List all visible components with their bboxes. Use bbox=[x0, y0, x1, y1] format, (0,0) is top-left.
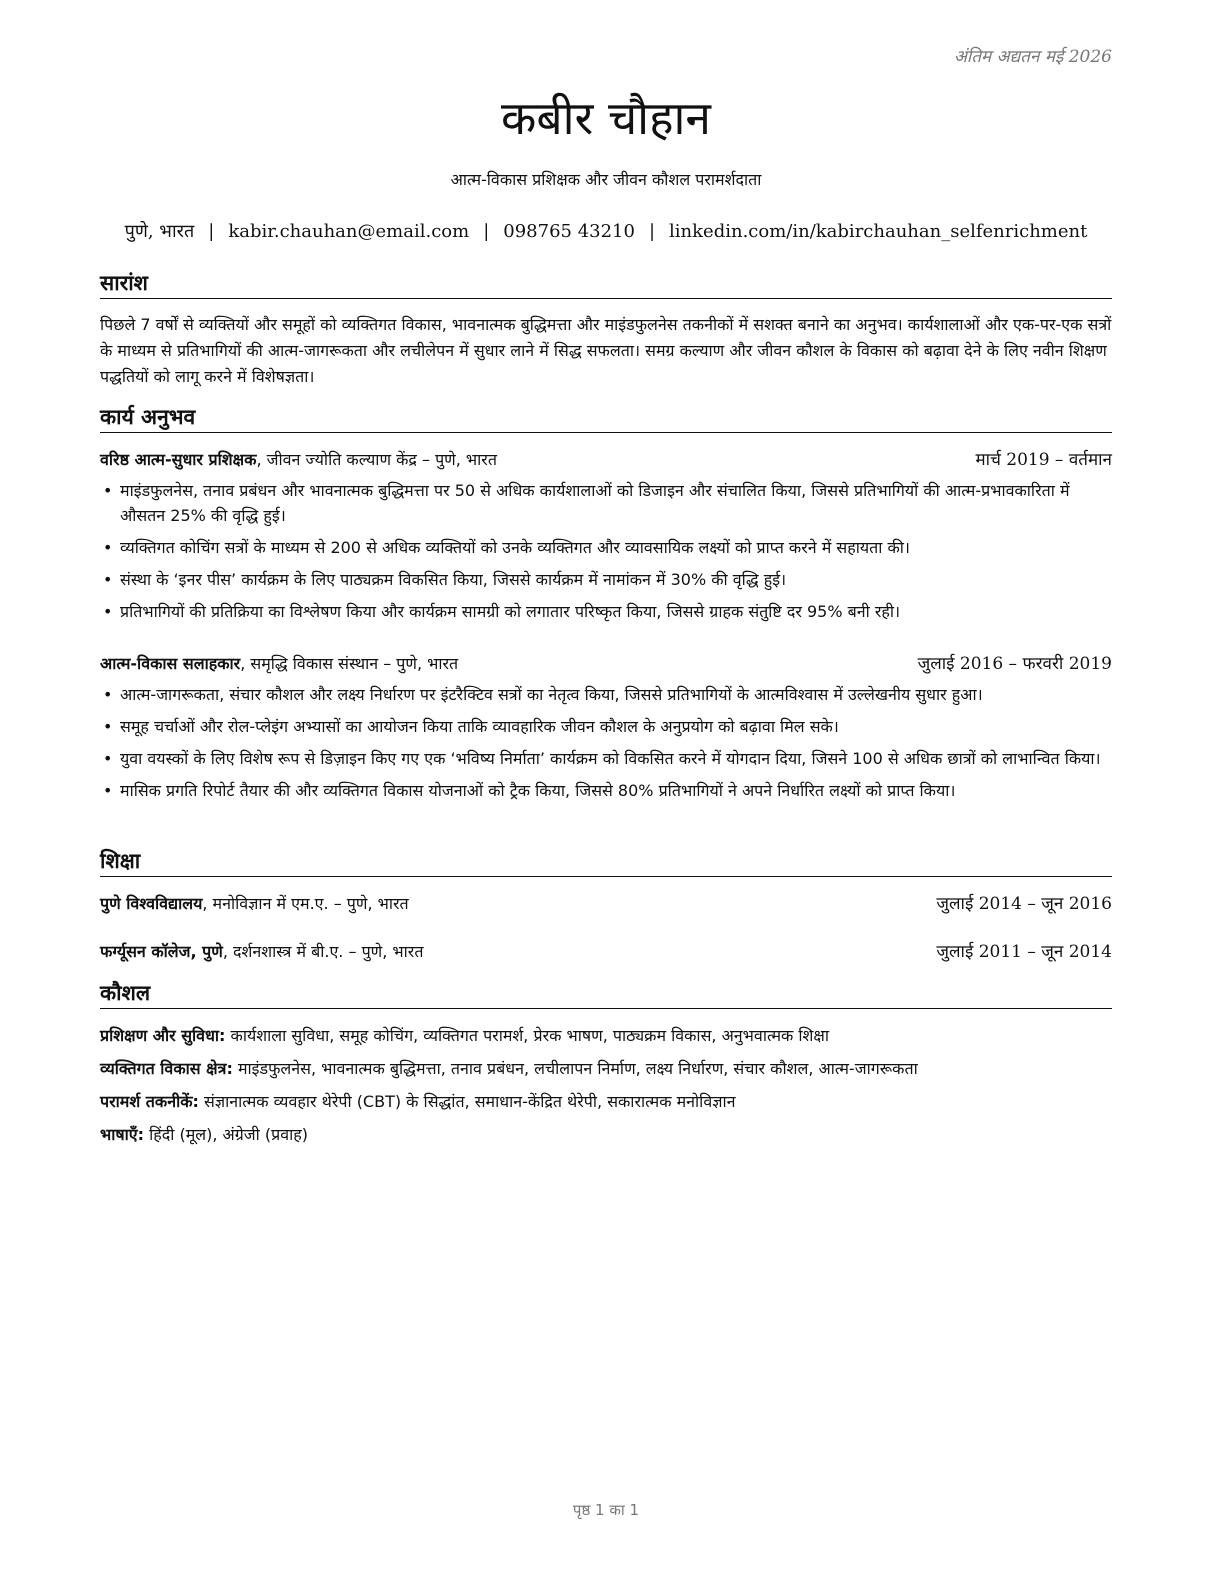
job-org: , समृद्धि विकास संस्थान – पुणे, भारत bbox=[240, 654, 459, 673]
job-bullets bbox=[100, 478, 1112, 631]
skill-label: परामर्श तकनीकें: bbox=[100, 1092, 199, 1111]
bullet-item: • युवा वयस्कों के लिए विशेष रूप से डिज़ाइन किए गए एक ‘भविष्य निर्माता’ कार्यक्रम को विकसित करने में योगदान दिया, जिसने 100 से अधिक छात्रों को लाभान्वित किया। bbox=[100, 746, 1112, 771]
email: kabir.chauhan@email.com bbox=[228, 221, 470, 242]
bullet-item: • व्यक्तिगत कोचिंग सत्रों के माध्यम से 200 से अधिक व्यक्तियों को उनके व्यक्तिगत और व्यावसायिक लक्ष्यों को प्राप्त करने में सहायता की। bbox=[100, 535, 1112, 560]
last-updated: अंतिम अद्यतन मई 2026 bbox=[953, 47, 1112, 67]
summary-heading: सारांश bbox=[100, 270, 1112, 299]
skill-row bbox=[100, 1057, 1112, 1081]
school-name: पुणे विश्वविद्यालय bbox=[100, 894, 203, 913]
education-dates: जुलाई 2011 – जून 2014 bbox=[936, 942, 1112, 962]
job-dates: मार्च 2019 – वर्तमान bbox=[975, 450, 1112, 470]
education-dates: जुलाई 2014 – जून 2016 bbox=[936, 894, 1112, 914]
linkedin: linkedin.com/in/kabirchauhan_selfenrichment bbox=[669, 221, 1088, 242]
bullet-item: • संस्था के ‘इनर पीस’ कार्यक्रम के लिए पाठ्यक्रम विकसित किया, जिससे कार्यक्रम में नामांकन में 30% की वृद्धि हुई। bbox=[100, 567, 1112, 592]
skill-row bbox=[100, 1123, 1112, 1147]
skill-label: भाषाएँ: bbox=[100, 1125, 145, 1144]
resume-page bbox=[100, 0, 1112, 1584]
job-title: वरिष्ठ आत्म-सुधार प्रशिक्षक bbox=[100, 450, 257, 469]
summary-text: पिछले 7 वर्षों से व्यक्तियों और समूहों को व्यक्तिगत विकास, भावनात्मक बुद्धिमत्ता और माइंडफुलनेस तकनीकों में सशक्त बनाने का अनुभव। कार्यशालाओं और एक-पर-एक सत्रों के माध्यम से प्रतिभागियों की आत्म-जागरूकता और लचीलेपन में सुधार लाने में सिद्ध सफलता। समग्र कल्याण और जीवन कौशल के विकास को बढ़ावा देने के लिए नवीन शिक्षण पद्धतियों को लागू करने में विशेषज्ञता। bbox=[100, 315, 1112, 386]
bullet-item: • समूह चर्चाओं और रोल-प्लेइंग अभ्यासों का आयोजन किया ताकि व्यावहारिक जीवन कौशल के अनुप्रयोग को बढ़ावा मिल सके। bbox=[100, 714, 1112, 739]
bullet-item: • प्रतिभागियों की प्रतिक्रिया का विश्लेषण किया और कार्यक्रम सामग्री को लगातार परिष्कृत किया, जिससे ग्राहक संतुष्टि दर 95% बनी रही। bbox=[100, 599, 1112, 624]
tagline: आत्म-विकास प्रशिक्षक और जीवन कौशल परामर्शदाता bbox=[450, 170, 762, 189]
phone: 098765 43210 bbox=[503, 221, 635, 242]
school-name: फर्ग्यूसन कॉलेज, पुणे bbox=[100, 942, 223, 961]
contact-line bbox=[100, 219, 1112, 243]
job-title: आत्म-विकास सलाहकार bbox=[100, 654, 241, 673]
location: पुणे, भारत bbox=[124, 221, 195, 242]
job-bullets bbox=[100, 682, 1112, 810]
skill-row bbox=[100, 1024, 1112, 1048]
bullet-item: • मासिक प्रगति रिपोर्ट तैयार की और व्यक्तिगत विकास योजनाओं को ट्रैक किया, जिससे 80% प्रतिभागियों ने अपने निर्धारित लक्ष्यों को प्राप्त किया। bbox=[100, 778, 1112, 803]
skill-value: संज्ञानात्मक व्यवहार थेरेपी (CBT) के सिद्धांत, समाधान-केंद्रित थेरेपी, सकारात्मक मनोविज्ञान bbox=[198, 1092, 736, 1111]
bullet-item: • माइंडफुलनेस, तनाव प्रबंधन और भावनात्मक बुद्धिमत्ता पर 50 से अधिक कार्यशालाओं को डिजाइन और संचालित किया, जिससे प्रतिभागियों की आत्म-प्रभावकारिता में औसतन 25% की वृद्धि हुई। bbox=[100, 478, 1112, 528]
candidate-name: कबीर चौहान bbox=[501, 91, 711, 145]
degree-detail: , दर्शनशास्त्र में बी.ए. – पुणे, भारत bbox=[222, 942, 424, 961]
skill-value: कार्यशाला सुविधा, समूह कोचिंग, व्यक्तिगत परामर्श, प्रेरक भाषण, पाठ्यक्रम विकास, अनुभवात्मक शिक्षा bbox=[225, 1026, 830, 1045]
job-header bbox=[100, 652, 1112, 676]
skill-value: हिंदी (मूल), अंग्रेजी (प्रवाह) bbox=[144, 1125, 309, 1144]
skill-label: प्रशिक्षण और सुविधा: bbox=[100, 1026, 226, 1045]
education-item bbox=[100, 892, 1112, 916]
skill-value: माइंडफुलनेस, भावनात्मक बुद्धिमत्ता, तनाव प्रबंधन, लचीलापन निर्माण, लक्ष्य निर्धारण, संचार कौशल, आत्म-जागरूकता bbox=[232, 1059, 918, 1078]
degree-detail: , मनोविज्ञान में एम.ए. – पुणे, भारत bbox=[202, 894, 409, 913]
separator: | bbox=[208, 221, 215, 242]
separator: | bbox=[648, 221, 656, 242]
experience-heading: कार्य अनुभव bbox=[100, 404, 1112, 433]
education-item bbox=[100, 940, 1112, 964]
skill-row bbox=[100, 1090, 1112, 1114]
page-number: पृष्ठ 1 का 1 bbox=[572, 1501, 640, 1519]
bullet-item: • आत्म-जागरूकता, संचार कौशल और लक्ष्य निर्धारण पर इंटरैक्टिव सत्रों का नेतृत्व किया, जिससे प्रतिभागियों के आत्मविश्वास में उल्लेखनीय सुधार हुआ। bbox=[100, 682, 1112, 707]
education-heading: शिक्षा bbox=[100, 848, 1112, 877]
skills-heading: कौशल bbox=[100, 980, 1112, 1009]
job-dates: जुलाई 2016 – फरवरी 2019 bbox=[917, 654, 1112, 674]
skill-label: व्यक्तिगत विकास क्षेत्र: bbox=[100, 1059, 233, 1078]
separator: | bbox=[483, 221, 490, 242]
job-org: , जीवन ज्योति कल्याण केंद्र – पुणे, भारत bbox=[256, 450, 497, 469]
job-header bbox=[100, 448, 1112, 472]
